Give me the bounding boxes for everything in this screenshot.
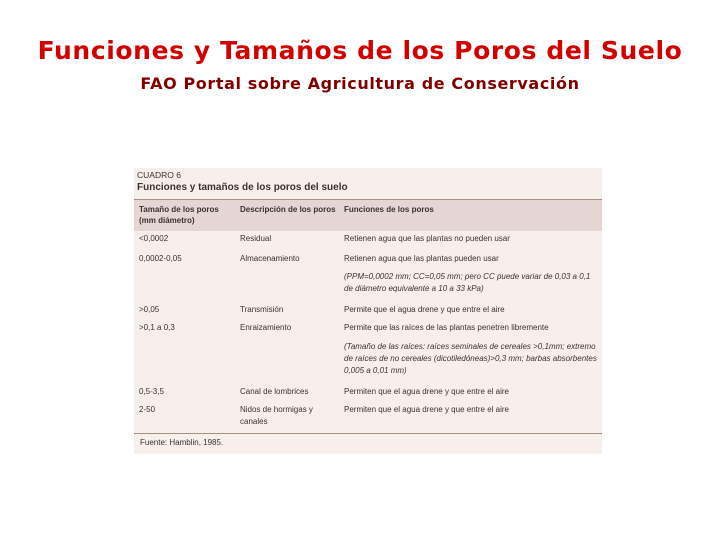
cell-note: (Tamaño de las raíces: raíces seminales de cereales >0,1mm; extremo de raíces de no cereales (dicotiledóneas)>0,3 mm; barbas absorbentes 0,005 a 0,01 mm) xyxy=(344,342,597,375)
cell-note: (PPM=0,0002 mm; CC=0,05 mm; pero CC puede variar de 0,03 a 0,1 de diámetro equivalente a 10 a 33 kPa) xyxy=(344,272,591,293)
table-caption-title: Funciones y tamaños de los poros del suelo xyxy=(137,182,348,193)
header-description: Descripción de los poros xyxy=(240,205,336,214)
cell-function: Permite que el agua drene y que entre el aire xyxy=(344,305,505,314)
header-size: Tamaño de los poros (mm diámetro) xyxy=(139,205,219,225)
cell-size: >0,1 a 0,3 xyxy=(139,323,175,332)
table-caption-number: CUADRO 6 xyxy=(137,170,181,180)
table-image xyxy=(134,168,602,454)
header-functions: Funciones de los poros xyxy=(344,205,434,214)
table-source: Fuente: Hamblin, 1985. xyxy=(140,438,224,447)
cell-description: Almacenamiento xyxy=(240,254,300,263)
page-title: Funciones y Tamaños de los Poros del Suelo xyxy=(37,36,683,65)
cell-description: Residual xyxy=(240,234,272,243)
cell-description: Enraizamiento xyxy=(240,323,292,332)
cell-size: <0,0002 xyxy=(139,234,169,243)
cell-size: >0,05 xyxy=(139,305,160,314)
cell-description: Nidos de hormigas y canales xyxy=(240,405,313,426)
cell-size: 0,0002-0,05 xyxy=(139,254,182,263)
cell-function: Permiten que el agua drene y que entre el aire xyxy=(344,387,509,396)
cell-function: Permite que las raíces de las plantas penetren libremente xyxy=(344,323,549,332)
cell-description: Transmisión xyxy=(240,305,284,314)
cell-function: Permiten que el agua drene y que entre el aire xyxy=(344,405,509,414)
cell-size: 2-50 xyxy=(139,405,156,414)
table-header xyxy=(134,199,602,231)
page-subtitle: FAO Portal sobre Agricultura de Conservación xyxy=(140,74,580,93)
table-bottom-rule xyxy=(134,433,602,434)
cell-size: 0,5-3,5 xyxy=(139,387,164,396)
cell-function: Retienen agua que las plantas pueden usar xyxy=(344,254,499,263)
cell-function: Retienen agua que las plantas no pueden usar xyxy=(344,234,510,243)
cell-description: Canal de lombrices xyxy=(240,387,309,396)
